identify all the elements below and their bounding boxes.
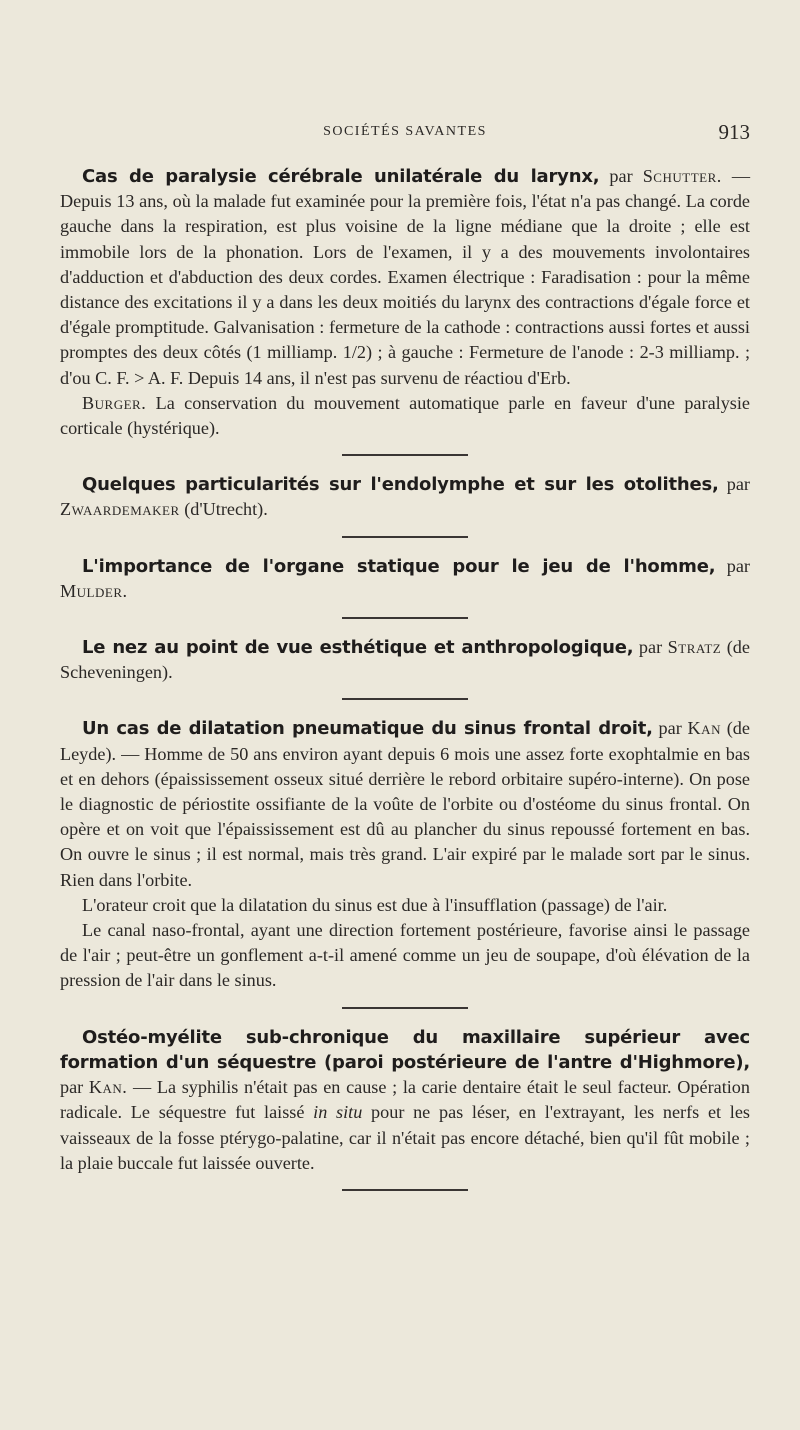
article-paragraph: L'orateur croit que la dilatation du sinus est due à l'insufflation (passage) de l'air.	[82, 894, 668, 915]
article-title: Ostéo-myélite sub-chronique du maxillaire supérieur avec formation d'un séquestre (paroi postérieure de l'antre d'Highmore),	[60, 1026, 750, 1073]
article-title: Quelques particularités sur l'endolymphe et sur les otolithes,	[82, 474, 719, 496]
article-osteo-myelite	[60, 1025, 750, 1176]
article-title: Cas de paralysie cérébrale unilatérale du larynx,	[82, 166, 600, 187]
article-body: La conservation du mouvement automatique parle en faveur d'une paralysie corticale (hystérique).	[60, 392, 750, 439]
section-divider	[342, 536, 468, 538]
article-body: — Depuis 13 ans, où la malade fut examinée pour la première fois, l'état n'a pas changé. La corde gauche dans la respiration, est plus voisine de la ligne médiane que la droite ; elle est immobile lors de la phonation. Lors de l'examen, il y a des mouvements involontaires d'adduction et d'abduction des deux cordes. Examen électrique : Faradisation : pour la même distance des excitations il y a dans les deux moitiés du larynx des contractions d'égale force et d'égale promptitude. Galvanisation : fermeture de la cathode : contractions aussi fortes et aussi promptes des deux côtés (1 milliamp. 1/2) ; à gauche : Fermeture de l'anode : 2-3 milliamp. ; d'ou C. F. > A. F. Depuis 14 ans, il n'est pas survenu de réactiou d'Erb.	[60, 166, 751, 388]
article-body: (de Leyde). — Homme de 50 ans environ ayant depuis 6 mois une assez forte exophtalmie en bas et en dehors (épaississement osseux situé derrière le rebord orbitaire supéro-interne). On pose le diagnostic de périostite ossifiante de la voûte de l'orbite ou d'ostéome du sinus frontal. On opère et on voit que l'épaississement est dû au plancher du sinus repoussé fortement en bas. On ouvre le sinus ; il est normal, mais très grand. L'air expiré par le malade sort par le sinus. Rien dans l'orbite.	[60, 718, 750, 890]
article-paragraph: Le canal naso-frontal, ayant une direction fortement postérieure, favorise ainsi le passage de l'air ; peut-être un gonflement a-t-il amené comme un jeu de soupape, d'où élévation de la pression de l'air dans le sinus.	[60, 920, 750, 991]
section-divider	[342, 1007, 468, 1009]
section-divider	[342, 1189, 468, 1191]
section-divider	[342, 698, 468, 700]
running-head	[60, 120, 750, 144]
article-author: Mulder.	[60, 580, 128, 601]
article-nez-esthetique	[60, 635, 750, 685]
article-author: Kan.	[88, 1077, 128, 1098]
article-paragraph: Cas de paralysie cérébrale unilatérale du larynx, par Schutter. — Depuis 13 ans, où la malade fut examinée pour la première fois, l'état n'a pas changé. La corde gauche dans la respiration, est plus voisine de la ligne médiane que la droite ; elle est immobile lors de la phonation. Lors de l'examen, il y a des mouvements involontaires d'adduction et d'abduction des deux cordes. Examen électrique : Faradisation : pour la même distance des excitations il y a dans les deux moitiés du larynx des contractions d'égale force et d'égale promptitude. Galvanisation : fermeture de la cathode : contractions aussi fortes et aussi promptes des deux côtés (1 milliamp. 1/2) ; à gauche : Fermeture de l'anode : 2-3 milliamp. ; d'ou C. F. > A. F. Depuis 14 ans, il n'est pas survenu de réactiou d'Erb.	[60, 166, 751, 388]
article-title: Le nez au point de vue esthétique et anthropologique,	[82, 637, 634, 659]
running-title: SOCIÉTÉS SAVANTES	[323, 124, 487, 139]
article-paragraph	[60, 391, 750, 441]
article-sinus-frontal	[60, 716, 750, 993]
article-paragraph: Quelques particularités sur l'endolymphe et sur les otolithes, par Zwaardemaker (d'Utrecht).	[60, 474, 750, 520]
article-author: Kan	[687, 718, 721, 739]
article-author: Stratz	[667, 637, 722, 658]
article-author: Zwaardemaker	[60, 499, 180, 520]
article-paragraph: Un cas de dilatation pneumatique du sinus frontal droit, par Kan (de Leyde). — Homme de 50 ans environ ayant depuis 6 mois une assez forte exophtalmie en bas et en dehors (épaississement osseux situé derrière le rebord orbitaire supéro-interne). On pose le diagnostic de périostite ossifiante de la voûte de l'orbite ou d'ostéome du sinus frontal. On opère et on voit que l'épaississement est dû au plancher du sinus repoussé fortement en bas. On ouvre le sinus ; il est normal, mais très grand. L'air expiré par le malade sort par le sinus. Rien dans l'orbite.	[60, 718, 750, 890]
section-divider	[342, 617, 468, 619]
page-number: 913	[718, 120, 750, 144]
section-divider	[342, 454, 468, 456]
italic-term: in situ	[313, 1102, 363, 1123]
article-author: Schutter.	[642, 166, 722, 186]
article-author: Burger.	[82, 392, 147, 413]
article-title: Un cas de dilatation pneumatique du sinus frontal droit,	[82, 718, 653, 740]
article-paragraph: Le nez au point de vue esthétique et anthropologique, par Stratz (de Scheveningen).	[60, 637, 750, 683]
article-paragraph: L'importance de l'organe statique pour le jeu de l'homme, par Mulder.	[60, 555, 750, 601]
article-paralysie-larynx	[60, 164, 750, 441]
article-title: L'importance de l'organe statique pour le jeu de l'homme,	[82, 555, 716, 577]
article-list	[60, 164, 750, 1207]
article-organe-statique	[60, 554, 750, 604]
article-endolymphe	[60, 472, 750, 522]
article-paragraph: Ostéo-myélite sub-chronique du maxillaire supérieur avec formation d'un séquestre (paroi postérieure de l'antre d'Highmore), par Kan. — La syphilis n'était pas en cause ; la carie dentaire était le seul facteur. Opération radicale. Le séquestre fut laissé in situ pour ne pas léser, en l'extrayant, les nerfs et les vaisseaux de la fosse ptérygo-palatine, car il n'était pas encore détaché, bien qu'il fût mobile ; la plaie buccale fut laissée ouverte.	[60, 1026, 750, 1173]
